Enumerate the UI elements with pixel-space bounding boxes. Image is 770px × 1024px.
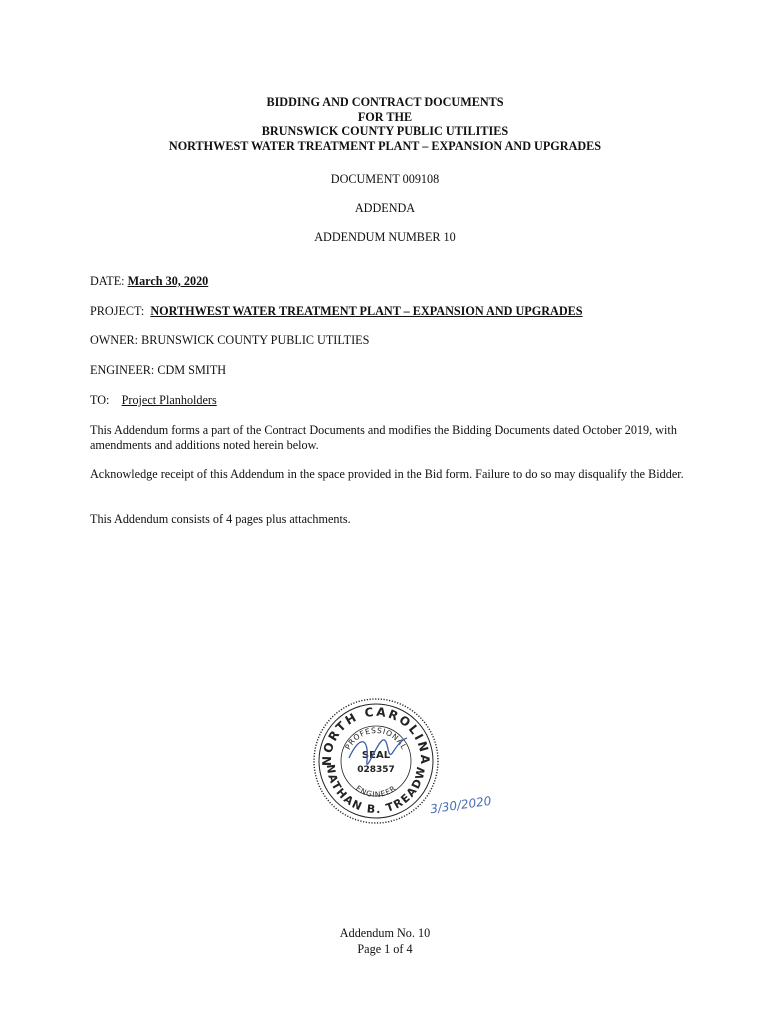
footer-addendum: Addendum No. 10 (339, 926, 431, 940)
seal-engineer-text: ENGINEER (354, 783, 398, 800)
seal-state-text: NORTH CAROLINA (319, 704, 433, 767)
svg-text:ENGINEER (354, 784, 398, 800)
seal-number: 028357 (357, 765, 395, 775)
seal-word: SEAL (361, 750, 391, 761)
page-footer (0, 926, 770, 957)
to-value: Project Planholders (121, 393, 217, 407)
date-value: March 30, 2020 (127, 274, 209, 288)
seal-name-text: NATHAN B. TREADW (323, 763, 429, 817)
paragraph-scope: This Addendum forms a part of the Contract Documents and modifies the Bidding Documents dated October 2019, with amendments and additions noted herein below. (90, 423, 677, 453)
to-field (90, 393, 217, 408)
header-line-4: NORTHWEST WATER TREATMENT PLANT – EXPANSION AND UPGRADES (168, 138, 602, 153)
project-field (90, 304, 583, 319)
paragraph-page-count: This Addendum consists of 4 pages plus attachments. (90, 512, 351, 526)
seal-professional-text: PROFESSIONAL (343, 725, 409, 752)
signature-date: 3/30/2020 (429, 793, 493, 817)
footer-page-number: Page 1 of 4 (357, 941, 413, 956)
paragraph-acknowledge: Acknowledge receipt of this Addendum in the space provided in the Bid form. Failure to do so may disqualify the Bidder. (90, 467, 684, 481)
project-label: PROJECT: (90, 304, 145, 318)
project-value: NORTHWEST WATER TREATMENT PLANT – EXPANSION AND UPGRADES (150, 304, 583, 318)
date-label: DATE: (90, 274, 125, 288)
date-field (90, 274, 208, 289)
document-header (0, 95, 770, 153)
header-line-3: BRUNSWICK COUNTY PUBLIC UTILITIES (261, 124, 509, 139)
owner-field: OWNER: BRUNSWICK COUNTY PUBLIC UTILTIES (90, 333, 370, 347)
engineer-seal (311, 696, 441, 826)
addenda-heading: ADDENDA (354, 201, 416, 215)
to-label: TO: (90, 393, 110, 407)
engineer-field: ENGINEER: CDM SMITH (90, 363, 227, 377)
header-line-1: BIDDING AND CONTRACT DOCUMENTS (266, 95, 504, 109)
header-line-2: FOR THE (357, 109, 413, 124)
addendum-number-heading: ADDENDUM NUMBER 10 (314, 230, 456, 244)
svg-text:PROFESSIONAL (343, 726, 409, 751)
document-number: DOCUMENT 009108 (330, 172, 440, 186)
